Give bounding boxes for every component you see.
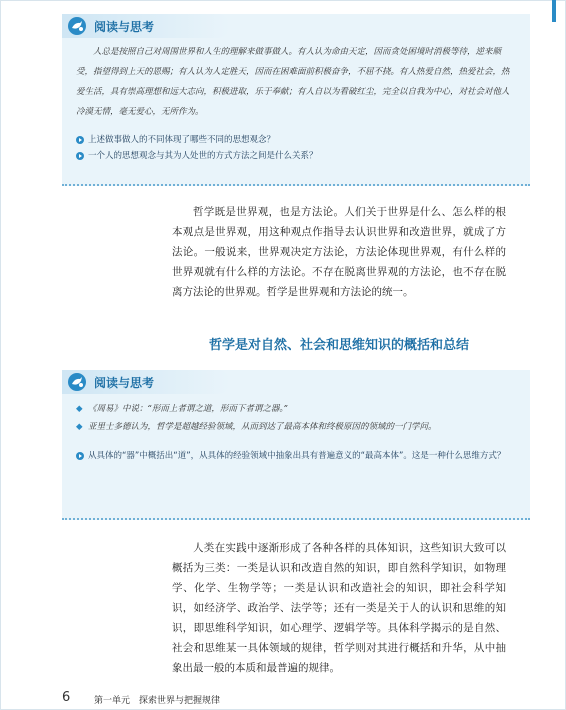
body-paragraph-1: 哲学既是世界观，也是方法论。人们关于世界是什么、怎么样的根本观点是世界观，用这种观点作指导去认识世界和改造世界，就成了方法论。一般说来，世界观决定方法论，方法论体现世界观，有什么样的世界观就有什么样的方法论。不存在脱离世界观的方法论，也不存在脱离方法论的世界观。哲学是世界观和方法论的统一。 [172, 206, 506, 298]
question-text: 一个人的思想观念与其为人处世的方式方法之间是什么关系？ [88, 151, 318, 161]
reading-box-header [62, 14, 530, 38]
page-number: 6 [62, 690, 71, 705]
reading-box-1 [62, 14, 530, 186]
question-item [62, 448, 530, 464]
section-heading: 哲学是对自然、社会和思维知识的概括和总结 [208, 338, 469, 353]
body-paragraph-2: 人类在实践中逐渐形成了各种各样的具体知识，这些知识大致可以概括为三类：一类是认识和改造自然的知识，即自然科学知识，如物理学、化学、生物学等；一类是认识和改造社会的知识，即社会科学知识，如经济学、政治学、法学等；还有一类是关于人的认识和思维的知识，即思维科学知识，如心理学、逻辑学等。具体科学揭示的是自然、社会和思维某一具体领域的规律，哲学则对其进行概括和升华，从中抽象出最一般的本质和最普遍的规律。 [172, 542, 506, 674]
reading-box-title: 阅读与思考 [94, 20, 155, 34]
reading-paragraph: 人总是按照自己对周围世界和人生的理解来做事做人。有人认为命由天定，因而贪处困境时消极等待，逆来顺受，指望得到上天的恩赐；有人认为人定胜天，因而在困难面前积极奋争，不屈不挠。有人热爱自然，热爱社会，热爱生活，具有崇高理想和远大志向，积极进取，乐于奉献；有人自以为看破红尘，完全以自我为中心，对社会对他人冷漠无情，毫无爱心，无所作为。 [76, 47, 510, 117]
running-title: 第一单元 探索世界与把握规律 [94, 696, 221, 706]
play-bullet-icon [76, 152, 84, 160]
reading-box-title: 阅读与思考 [94, 376, 155, 390]
quote-item [62, 400, 530, 418]
quote-text: 《周易》中说：“形而上者谓之道，形而下者谓之器。” [88, 404, 288, 414]
diamond-bullet-icon: ◆ [76, 422, 83, 432]
quote-text: 亚里士多德认为，哲学是超越经验领域，从而到达了最高本体和终极原因的领域的一门学问。 [88, 422, 437, 432]
question-item [62, 148, 530, 164]
question-text: 上述做事做人的不同体现了哪些不同的思想观念？ [88, 135, 276, 145]
reading-box-header [62, 370, 530, 394]
reading-icon [66, 16, 88, 36]
quote-item [62, 418, 530, 436]
reading-icon [66, 372, 88, 392]
diamond-bullet-icon: ◆ [76, 404, 83, 414]
play-bullet-icon [76, 452, 84, 460]
question-item [62, 132, 530, 148]
reading-box-2 [62, 370, 530, 520]
question-text: 从具体的“器”中概括出“道”，从具体的经验领域中抽象出具有普遍意义的“最高本体”。这是一种什么思维方式？ [88, 451, 506, 461]
page-edge-marker [552, 0, 556, 22]
play-bullet-icon [76, 136, 84, 144]
